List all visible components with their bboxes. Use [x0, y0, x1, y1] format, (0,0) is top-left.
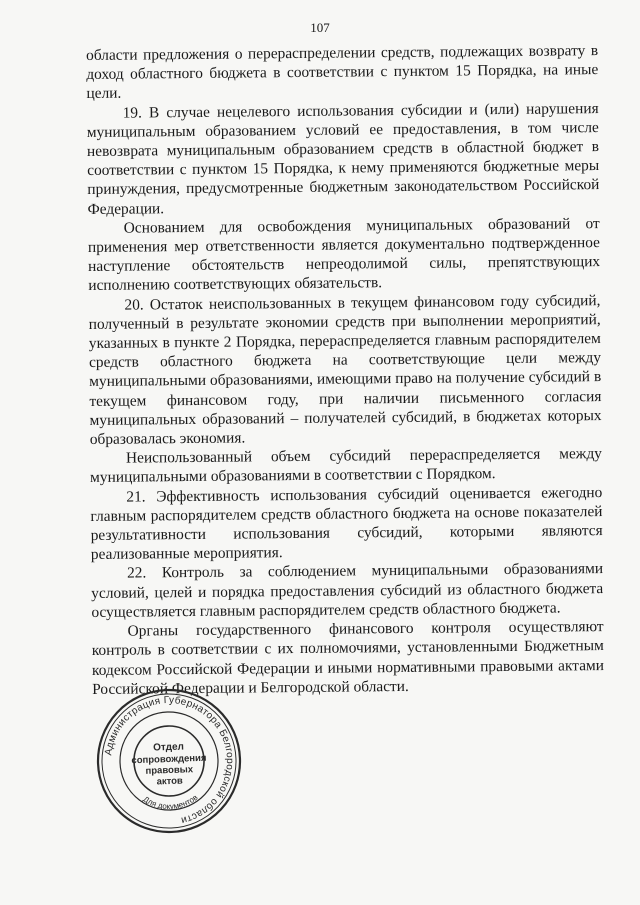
- stamp-center-line: сопровождения: [131, 752, 207, 767]
- stamp-seal-icon: [91, 683, 246, 838]
- stamp-outer-text: Администрация Губернатора Белгородской области: [103, 694, 236, 826]
- paragraph-21: 21. Эффективность использования субсидий оценивается ежегодно главным распорядителем средств областного бюджета на основе показателей результативности использования субсидий, которыми являются реализованные мероприятия.: [90, 483, 603, 564]
- paragraph-22: 22. Контроль за соблюдением муниципальными образованиями условий, целей и порядка предоставления субсидий из областного бюджета осуществляется главным распорядителем средств областного бюджета.: [91, 560, 604, 621]
- page-number: 107: [310, 20, 330, 35]
- paragraph-19-basis: Основанием для освобождения муниципальных образований от применения мер ответственности является документально подтвержденное наступление обстоятельств непреодолимой силы, препятствующих исполнению соответствующих обязательств.: [87, 214, 601, 295]
- stamp-inner-text: Для документов: [141, 792, 200, 812]
- document-body: [86, 41, 604, 699]
- paragraph-20: 20. Остаток неиспользованных в текущем финансовом году субсидий, полученный в результате экономии средств при выполнении мероприятий, указанных в пункте 2 Порядка, перераспределяется главным распорядителем средств областного бюджета на соответствующие цели между муниципальными образованиями, имеющими право на получение субсидий в текущем финансовом году, при наличии письменного согласия муниципальных образований – получателей субсидий, в бюджетах которых образовалась экономия.: [88, 291, 602, 449]
- stamp-center-line: Отдел: [152, 741, 185, 754]
- stamp-center-line: правовых: [145, 764, 194, 777]
- paragraph-22-control: Органы государственного финансового контроля осуществляют контроль в соответствии с их полномочиями, установленными Бюджетным кодексом Российской Федерации и иными нормативными правовыми актами Российской Федерации и Белгородской области.: [91, 618, 605, 698]
- paragraph-18-tail: области предложения о перераспределении средств, подлежащих возврату в доход областного бюджета в соответствии с пунктом 15 Порядка, на иные цели.: [86, 42, 599, 103]
- stamp-center-line: актов: [156, 775, 184, 788]
- paragraph-20-unused: Неиспользованный объем субсидий перераспределяется между муниципальными образованиями в соответствии с Порядком.: [90, 445, 603, 487]
- official-stamp: [91, 683, 246, 838]
- paragraph-19: 19. В случае нецелевого использования субсидии и (или) нарушения муниципальным образованием условий ее предоставления, в том числе невозврата муниципальным образованием средств в областной бюджет в соответствии с пунктом 15 Порядка, к нему применяются бюджетные меры принуждения, предусмотренные бюджетным законодательством Российской Федерации.: [86, 99, 600, 218]
